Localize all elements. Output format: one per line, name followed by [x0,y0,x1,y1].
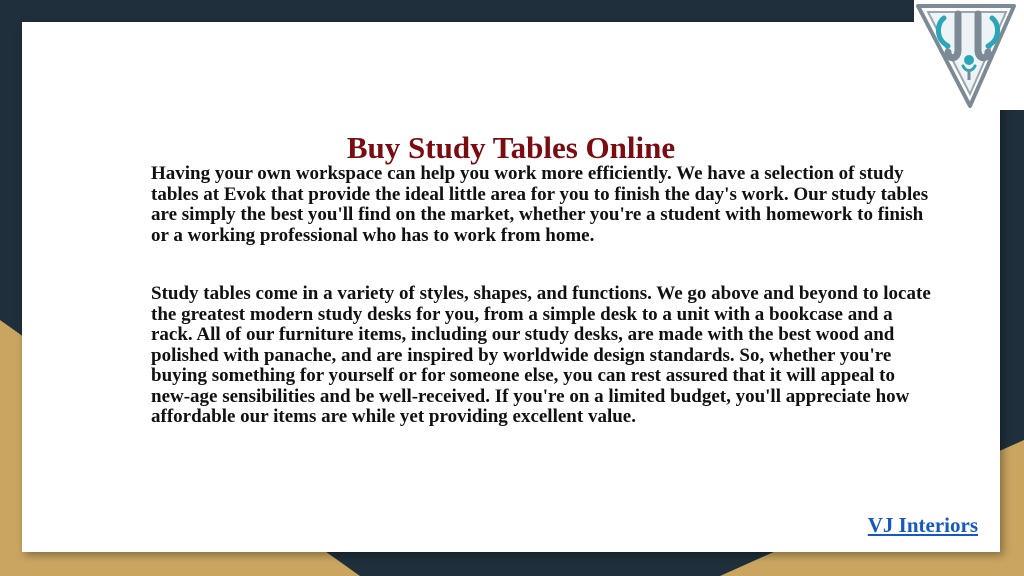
vj-logo-icon [914,0,1024,110]
slide-title: Buy Study Tables Online [346,130,676,165]
vj-interiors-link[interactable]: VJ Interiors [867,513,978,537]
vj-logo [914,0,1024,110]
paragraph-details: Study tables come in a variety of styles, shapes, and functions. We go above and beyond to locate the greatest modern study desks for you, from a simple desk to a unit with a bookcase and a rack. All of our furniture items, including our study desks, are made with the best wood and polished with panache, and are inspired by worldwide design standards. So, whether you're buying something for yourself or for someone else, you can rest assured that it will appeal to new-age sensibilities and be well-received. If you're on a limited budget, you'll appreciate how affordable our items are while yet providing excellent value. [151,283,931,427]
paragraph-intro: Having your own workspace can help you work more efficiently. We have a selection of study tables at Evok that provide the ideal little area for you to finish the day's work. Our study tables are simply the best you'll find on the market, whether you're a student with homework to finish or a working professional who has to work from home. [151,163,929,246]
slide-card [22,22,1000,552]
